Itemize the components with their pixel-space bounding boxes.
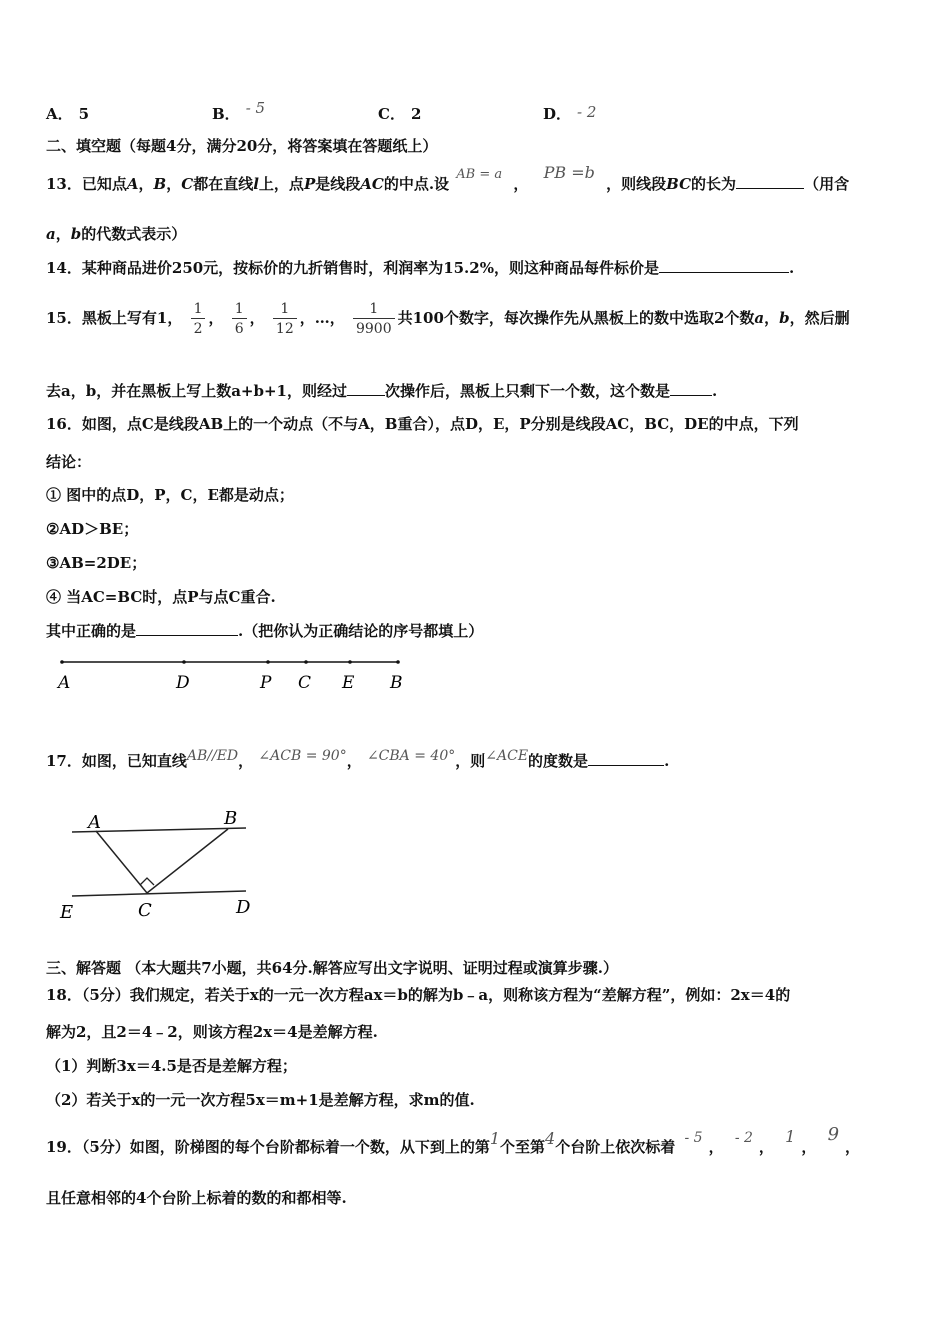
q18-line1: 18．（5分）我们规定，若关于x的一元一次方程ax＝b的解为b﹣a，则称该方程为“差解方程”，例如：2x＝4的: [46, 986, 791, 1004]
q17-text: 17．如图，已知直线AB//ED， ∠ACB = 90°， ∠CBA = 40°，则∠ACE的度数是 .: [46, 748, 670, 770]
q15-blank-1[interactable]: [347, 381, 385, 396]
q16-point-c-label: C: [298, 673, 312, 693]
q15-frac-3: $\frac{1}{12}$: [273, 301, 297, 337]
q16-point-d-label: D: [176, 673, 190, 693]
section2-title: 二、填空题（每题4分，满分20分，将答案填在答题纸上）: [46, 137, 438, 155]
section3-title: 三、解答题 （本大题共7小题，共64分.解答应写出文字说明、证明过程或演算步骤.）: [46, 959, 618, 977]
q15-blank-2[interactable]: [670, 381, 712, 396]
q17-label-a: A: [88, 812, 101, 833]
q17-parallel-lines-figure: [56, 800, 276, 925]
q13-eq-ab: AB = a: [456, 167, 503, 182]
q17-label-c: C: [138, 900, 152, 921]
q18-part-1: （1）判断3x＝4.5是否是差解方程；: [46, 1057, 297, 1075]
q16-answer-line: 其中正确的是 .（把你认为正确结论的序号都填上）: [46, 622, 484, 640]
q18-part-2: （2）若关于x的一元一次方程5x＝m+1是差解方程，求m的值.: [46, 1091, 475, 1109]
q17-eq-acb: ∠ACB = 90°: [258, 748, 347, 764]
q19-line1: 19．（5分）如图，阶梯图的每个台阶都标着一个数，从下到上的第1个至第4个台阶上依次标着 - 5 ， - 2 ， 1， 9，: [46, 1124, 861, 1156]
q16-statement-2: ②AD＞BE；: [46, 520, 139, 538]
q15-line2: 去a，b，并在黑板上写上数a+b+1，则经过 次操作后，黑板上只剩下一个数，这个数是 .: [46, 382, 718, 400]
q16-answer-blank[interactable]: [136, 621, 238, 636]
q17-label-b: B: [224, 808, 238, 829]
q17-answer-blank[interactable]: [588, 751, 664, 766]
q16-line2: 结论：: [46, 453, 92, 471]
q13-line2: a，b的代数式表示）: [46, 225, 187, 243]
q17-eq-cba: ∠CBA = 40°: [366, 748, 456, 764]
q13-eq-pb: PB =b: [543, 163, 595, 182]
q16-segment-figure: [50, 652, 410, 696]
q19-line2: 且任意相邻的4个台阶上标着的数的和都相等.: [46, 1189, 347, 1207]
q14-answer-blank[interactable]: [659, 258, 789, 273]
q15-frac-1: $\frac{1}{2}$: [191, 301, 206, 337]
q14: 14．某种商品进价250元，按标价的九折销售时，利润率为15.2%，则这种商品每件标价是 .: [46, 259, 795, 277]
q16-point-b-label: B: [390, 673, 403, 693]
choice-d: D． - 2: [543, 103, 597, 123]
q16-point-a-label: A: [58, 673, 71, 693]
choice-c: C． 2: [378, 105, 422, 123]
q15-line1: 15．黑板上写有1， $\frac{1}{2}$ ， $\frac{1}{6}$ ， $\frac{1}{12}$ ，…， $\frac{1}{9900}$ 共100个数字，每次操作先从黑板上的数中选取2个数a，b，然后删: [46, 301, 850, 337]
q17-label-d: D: [236, 897, 251, 918]
q13-answer-blank[interactable]: [736, 174, 804, 189]
q16-point-p-label: P: [260, 673, 272, 693]
q16-line1: 16．如图，点C是线段AB上的一个动点（不与A，B重合），点D，E，P分别是线段AC，BC，DE的中点，下列: [46, 415, 799, 433]
q13-line1: 13．已知点A，B，C都在直线l上，点P是线段AC的中点.设 AB = a ， PB =b ，则线段BC的长为 （用含: [46, 163, 850, 193]
q16-statement-3: ③AB=2DE；: [46, 554, 147, 572]
q16-point-e-label: E: [342, 673, 355, 693]
q15-frac-4: $\frac{1}{9900}$: [353, 301, 395, 337]
q18-line2: 解为2，且2＝4﹣2，则该方程2x＝4是差解方程.: [46, 1023, 378, 1041]
choice-a: A． 5: [46, 105, 90, 123]
q16-statement-1: ① 图中的点D，P，C，E都是动点；: [46, 486, 294, 504]
q17-eq-parallel: AB//ED: [186, 748, 239, 764]
q15-frac-2: $\frac{1}{6}$: [232, 301, 247, 337]
q17-label-e: E: [60, 902, 74, 923]
choice-b: B． - 5: [212, 99, 266, 123]
q16-statement-4: ④ 当AC=BC时，点P与点C重合.: [46, 588, 276, 606]
q17-eq-ace: ∠ACE: [485, 748, 529, 764]
